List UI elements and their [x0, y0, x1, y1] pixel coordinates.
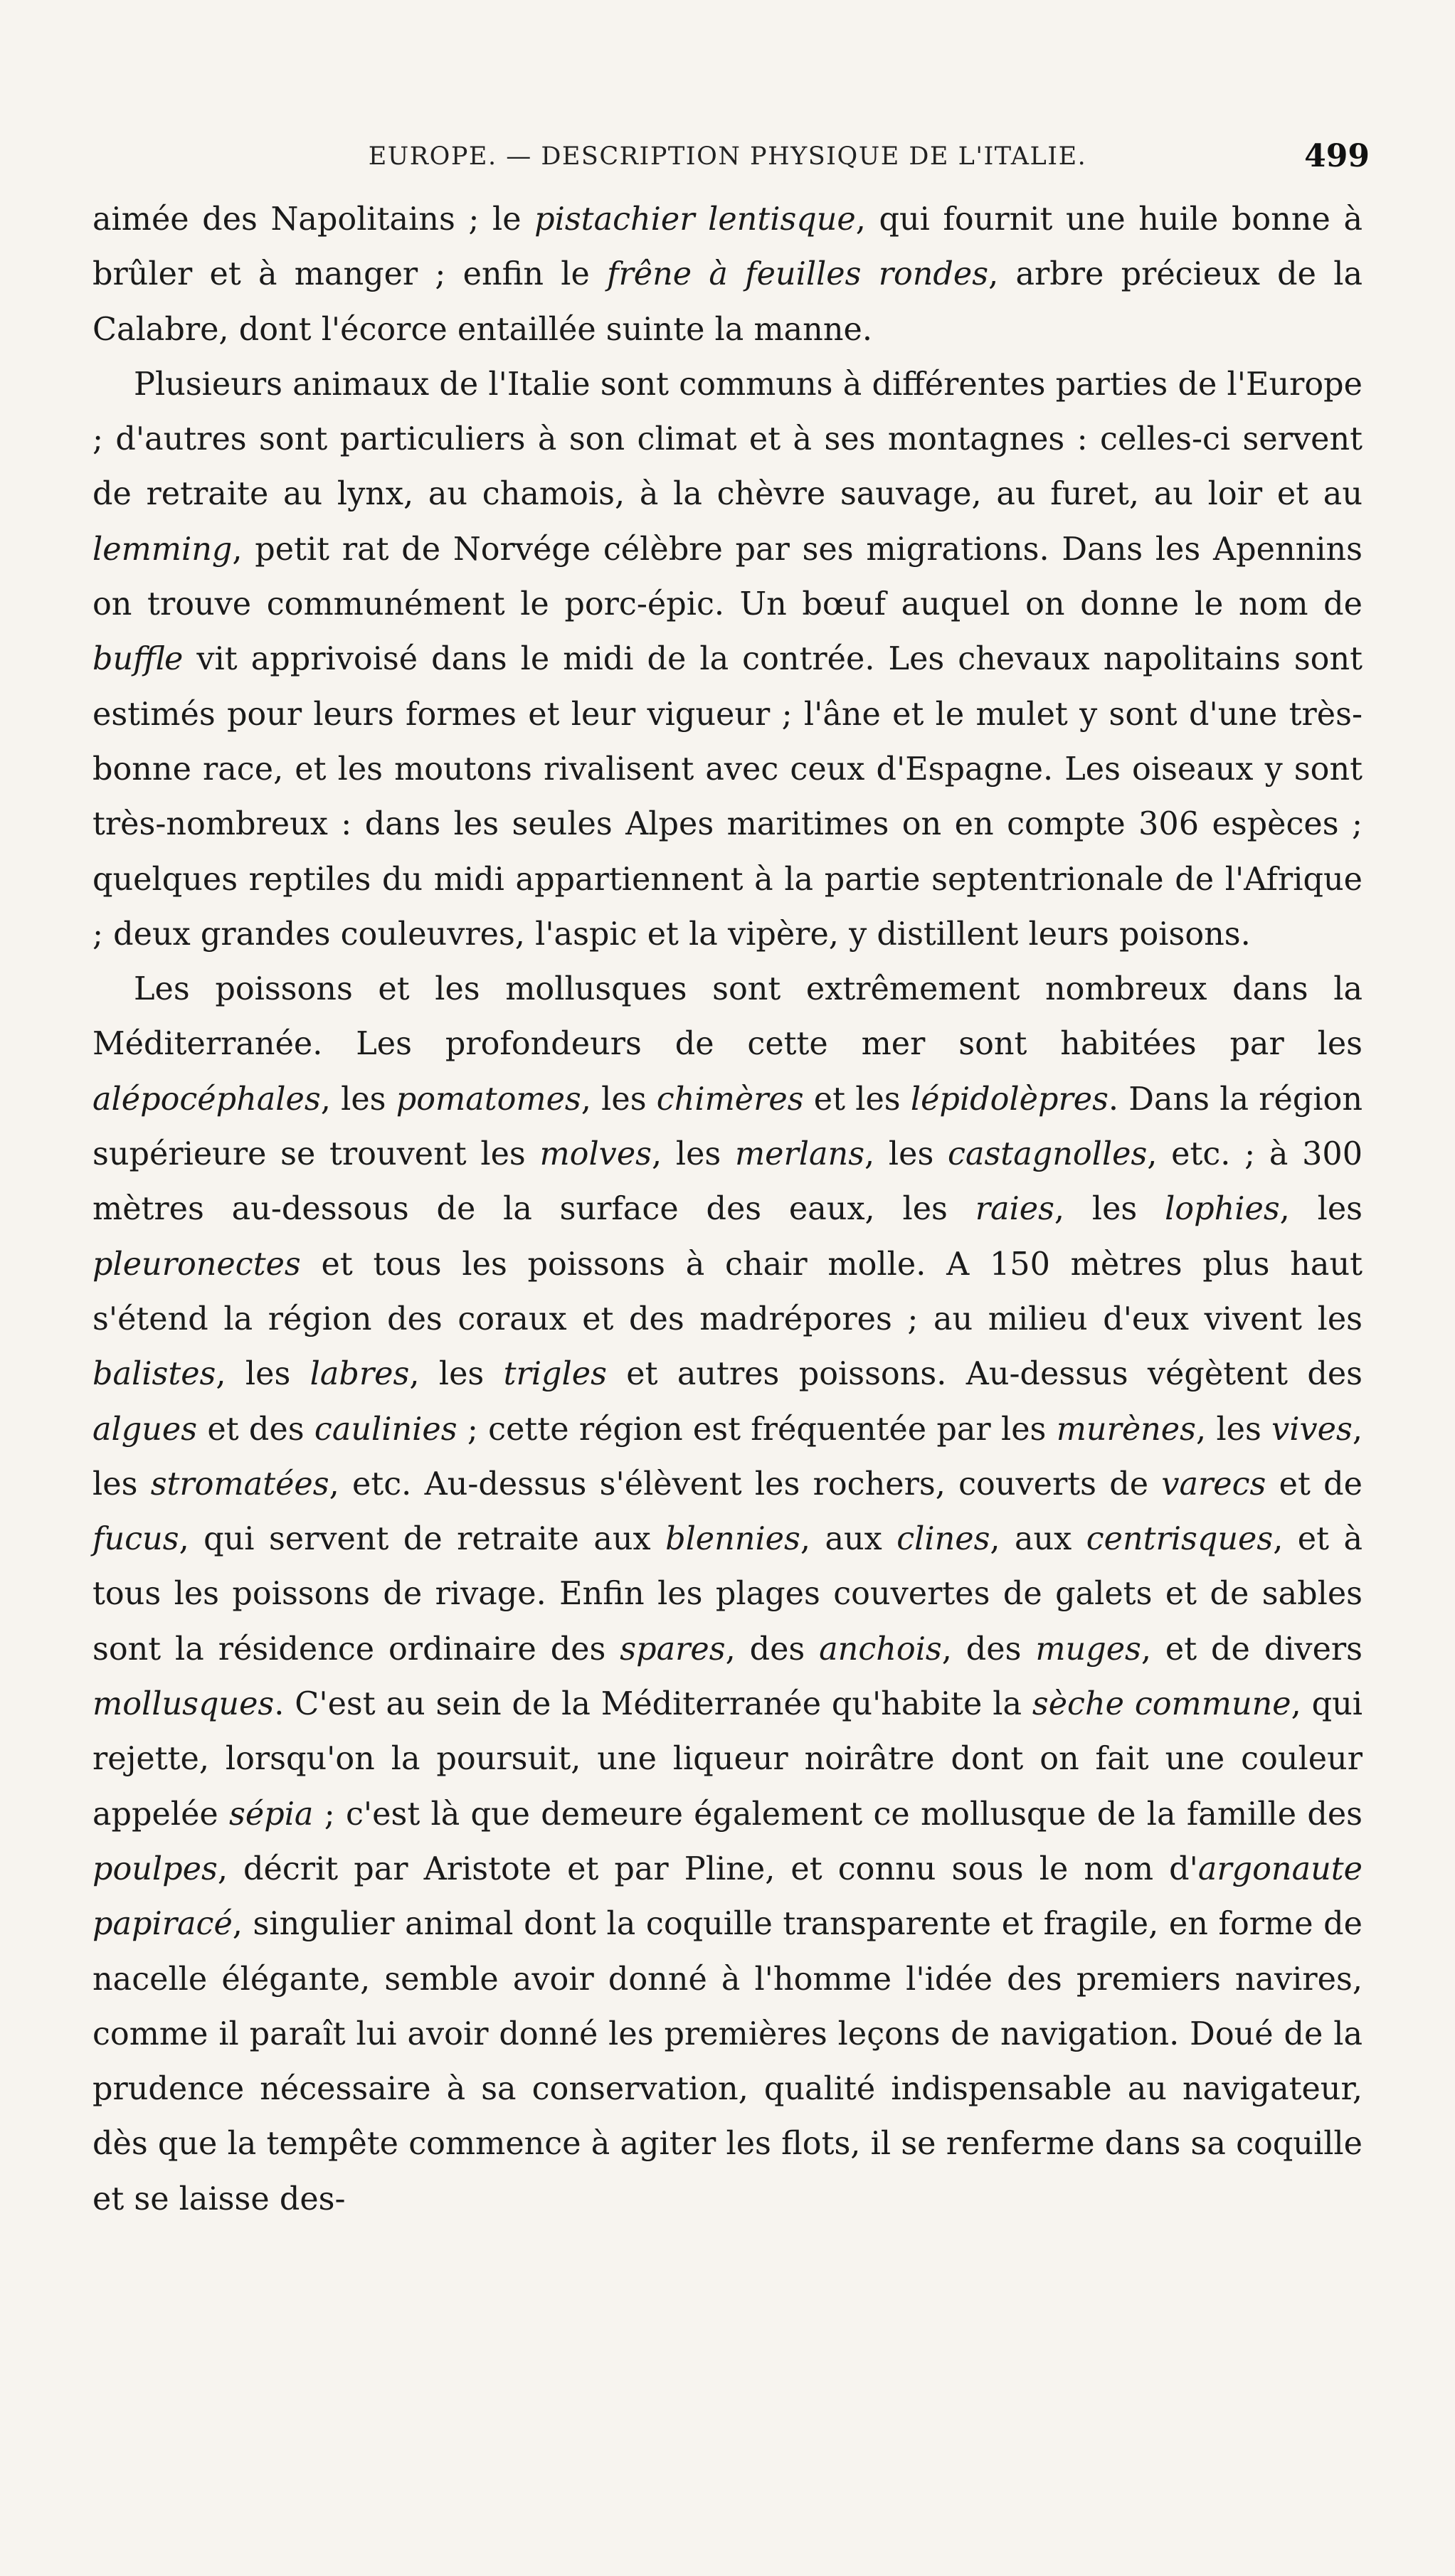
- italic-term: sèche commune: [1032, 1686, 1291, 1723]
- text-run: , arbre précieux de la Calabre, dont l'écorce entaillée suinte la manne.: [92, 256, 1363, 348]
- text-run: vit apprivoisé dans le midi de la contrée. Les chevaux napolitains sont estimés pour leurs formes et leur vigueur ; l'âne et le mulet y sont d'une très-bonne race, et les moutons rivalisent avec ceux d'Espagne. Les oiseaux y sont très-nombreux : dans les seules Alpes maritimes on en compte 306 espèces ; quelques reptiles du midi appartiennent à la partie septentrionale de l'Afrique ; deux grandes couleuvres, l'aspic et la vipère, y distillent leurs poisons.: [92, 641, 1363, 953]
- running-title: EUROPE. — DESCRIPTION PHYSIQUE DE L'ITALIE.: [368, 142, 1087, 171]
- italic-term: pistachier lentisque: [534, 201, 856, 238]
- text-run: , aux: [990, 1521, 1086, 1558]
- italic-term: blennies: [665, 1521, 800, 1558]
- text-run: et les: [803, 1081, 911, 1118]
- italic-term: castagnolles: [948, 1136, 1148, 1173]
- text-run: , les: [864, 1136, 948, 1173]
- italic-term: pleuronectes: [92, 1246, 301, 1283]
- italic-term: lépidolèpres: [910, 1081, 1109, 1118]
- text-run: , les: [1279, 1191, 1363, 1228]
- text-run: , qui fournit une huile bonne à brûler et à manger ; enfin le: [92, 201, 1363, 293]
- text-run: Plusieurs animaux de l'Italie sont communs à différentes parties de l'Europe ; d'autres sont particuliers à son climat et à ses montagnes : celles-ci servent de retraite au lynx, au chamois, à la chèvre sauvage, au furet, au loir et au: [92, 366, 1363, 513]
- italic-term: mollusques: [92, 1686, 275, 1723]
- italic-term: lophies: [1165, 1191, 1280, 1228]
- text-run: ; c'est là que demeure également ce mollusque de la famille des: [313, 1796, 1363, 1833]
- italic-term: chimères: [656, 1081, 804, 1118]
- text-run: , décrit par Aristote et par Pline, et connu sous le nom d': [217, 1850, 1198, 1887]
- italic-term: stromatées: [150, 1465, 329, 1502]
- text-run: , singulier animal dont la coquille transparente et fragile, en forme de nacelle élégante, semble avoir donné à l'homme l'idée des premiers navires, comme il paraît lui avoir donné les premières leçons de navigation. Doué de la prudence nécessaire à sa conservation, qualité indispensable au navigateur, dès que la tempête commence à agiter les flots, il se renferme dans sa coquille et se laisse des-: [92, 1906, 1363, 2217]
- running-head: [85, 138, 1370, 185]
- text-run: , et de divers: [1141, 1631, 1363, 1668]
- text-run: et de: [1266, 1465, 1363, 1502]
- text-run: , des: [725, 1631, 820, 1668]
- text-run: , les: [216, 1356, 310, 1393]
- italic-term: spares: [620, 1631, 726, 1668]
- italic-term: buffle: [92, 641, 184, 678]
- italic-term: varecs: [1161, 1465, 1266, 1502]
- text-run: , des: [941, 1631, 1036, 1668]
- text-run: , aux: [800, 1521, 897, 1558]
- italic-term: algues: [92, 1411, 198, 1448]
- italic-term: murènes: [1056, 1411, 1196, 1448]
- text-run: , les: [92, 1411, 1363, 1502]
- italic-term: trigles: [503, 1356, 607, 1393]
- text-run: , qui rejette, lorsqu'on la poursuit, une liqueur noirâtre dont on fait une couleur appelée: [92, 1686, 1363, 1833]
- italic-term: argonaute papiracé: [92, 1850, 1363, 1943]
- italic-term: muges: [1035, 1631, 1141, 1668]
- text-run: . Dans la région supérieure se trouvent les: [92, 1081, 1363, 1173]
- text-run: ; cette région est fréquentée par les: [457, 1411, 1057, 1448]
- text-run: , etc. Au-dessus s'élèvent les rochers, couverts de: [329, 1465, 1162, 1502]
- italic-term: molves: [539, 1136, 652, 1173]
- italic-term: poulpes: [92, 1850, 218, 1887]
- italic-term: caulinies: [314, 1411, 457, 1448]
- text-run: , et à tous les poissons de rivage. Enfin les plages couvertes de galets et de sables sont la résidence ordinaire des: [92, 1521, 1363, 1668]
- text-run: , etc. ; à 300 mètres au-dessous de la surface des eaux, les: [92, 1136, 1363, 1228]
- text-run: , qui servent de retraite aux: [179, 1521, 666, 1558]
- italic-term: balistes: [92, 1356, 216, 1393]
- italic-term: labres: [309, 1356, 410, 1393]
- text-run: . C'est au sein de la Méditerranée qu'habite la: [274, 1686, 1032, 1723]
- paragraph-2: [92, 357, 1363, 962]
- italic-term: frêne à feuilles rondes: [607, 256, 989, 293]
- italic-term: raies: [975, 1191, 1054, 1228]
- italic-term: lemming: [92, 531, 233, 568]
- italic-term: sépia: [229, 1796, 314, 1833]
- text-run: , les: [1054, 1191, 1165, 1228]
- text-run: et tous les poissons à chair molle. A 150 mètres plus haut s'étend la région des coraux et des madrépores ; au milieu d'eux vivent les: [92, 1246, 1363, 1337]
- body-text: [92, 192, 1363, 2227]
- text-run: , petit rat de Norvége célèbre par ses migrations. Dans les Apennins on trouve communément le porc-épic. Un bœuf auquel on donne le nom de: [92, 531, 1363, 623]
- italic-term: centrisques: [1086, 1521, 1274, 1558]
- italic-term: clines: [896, 1521, 990, 1558]
- text-run: , les: [409, 1356, 504, 1393]
- italic-term: merlans: [734, 1136, 865, 1173]
- text-run: , les: [581, 1081, 657, 1118]
- paragraph-3: [92, 962, 1363, 2227]
- text-run: aimée des Napolitains ; le: [92, 201, 535, 238]
- page-number: 499: [1304, 138, 1370, 174]
- italic-term: vives: [1271, 1411, 1353, 1448]
- paragraph-1: [92, 192, 1363, 357]
- italic-term: alépocéphales: [92, 1081, 321, 1118]
- italic-term: fucus: [92, 1521, 179, 1558]
- italic-term: anchois: [819, 1631, 942, 1668]
- text-run: , les: [1195, 1411, 1272, 1448]
- text-run: , les: [320, 1081, 396, 1118]
- text-run: , les: [652, 1136, 735, 1173]
- text-run: Les poissons et les mollusques sont extrêmement nombreux dans la Méditerranée. Les profondeurs de cette mer sont habitées par les: [92, 971, 1363, 1063]
- italic-term: pomatomes: [396, 1081, 581, 1118]
- text-run: et autres poissons. Au-dessus végètent des: [606, 1356, 1363, 1393]
- text-run: et des: [197, 1411, 314, 1448]
